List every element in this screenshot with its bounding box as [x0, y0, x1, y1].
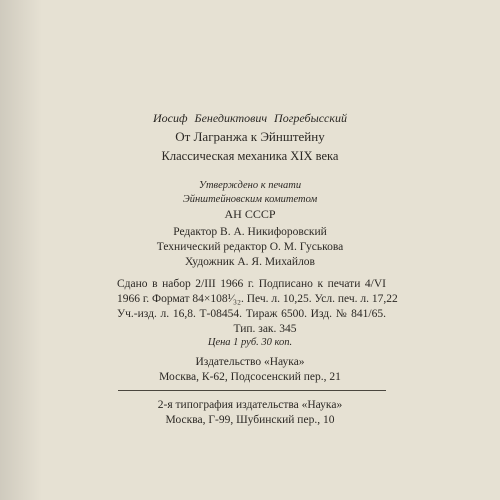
approval-line-1: Утверждено к печати — [198, 180, 302, 191]
credit-artist: Художник А. Я. Михайлов — [185, 256, 315, 268]
author-name: Иосиф Бенедиктович Погребысский — [153, 111, 347, 125]
divider-rule — [118, 390, 386, 391]
book-subtitle: Классическая механика XIX века — [161, 149, 339, 163]
credit-technical-editor: Технический редактор О. М. Гуськова — [156, 241, 344, 253]
imprint-line-3: Уч.-изд. л. 16,8. Т-08454. Тираж 6500. Изд. № 841/65. — [117, 308, 386, 320]
credit-editor: Редактор В. А. Никифоровский — [173, 226, 327, 238]
approval-line-2: Эйнштейновским комитетом — [182, 194, 318, 205]
imprint-line-1: Сдано в набор 2/III 1966 г. Подписано к печати 4/VI — [117, 278, 386, 290]
price: Цена 1 руб. 30 коп. — [207, 337, 293, 348]
printer-name: 2-я типография издательства «Наука» — [157, 399, 343, 411]
imprint-line-2: 1966 г. Формат 84×108¹⁄₃₂. Печ. л. 10,25. Усл. печ. л. 17,22 — [117, 293, 398, 305]
approval-line-3: АН СССР — [224, 207, 276, 221]
publisher-name: Издательство «Наука» — [195, 356, 305, 368]
book-title: От Лагранжа к Эйнштейну — [175, 129, 325, 144]
order-number: Тип. зак. 345 — [233, 323, 297, 335]
printer-address: Москва, Г-99, Шубинский пер., 10 — [165, 414, 335, 426]
publisher-address: Москва, К-62, Подсосенский пер., 21 — [159, 371, 341, 383]
